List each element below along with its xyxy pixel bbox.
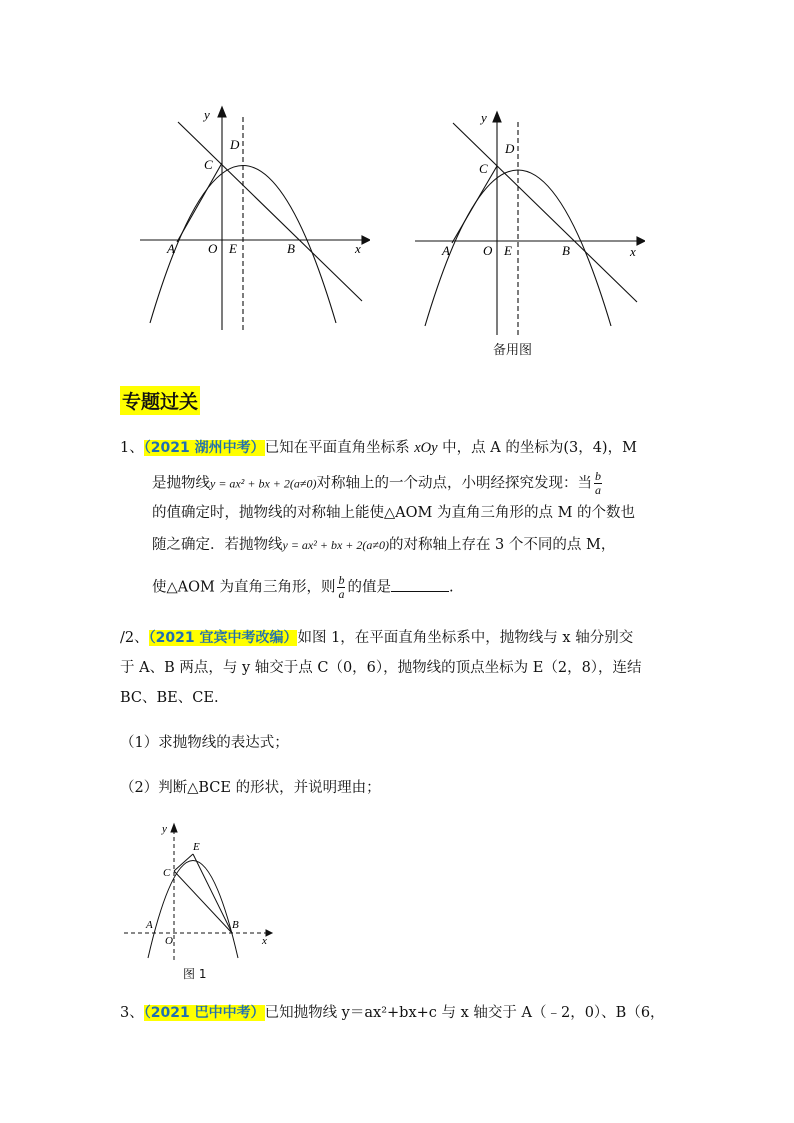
figure-1 <box>120 820 290 965</box>
frac-numerator: b <box>594 469 601 483</box>
backup-point-e: E <box>504 243 512 258</box>
q1-frac-b-over-a-2 <box>337 574 345 601</box>
q1-line4 <box>152 535 712 555</box>
backup-point-c: C <box>479 161 488 176</box>
q1-answer-blank[interactable] <box>391 577 449 592</box>
q1-text-1b: 中，点 A 的坐标为(3，4)，M <box>437 440 637 456</box>
main-x-label: x <box>355 241 361 256</box>
main-point-e: E <box>229 241 237 256</box>
main-point-b: B <box>287 241 295 256</box>
q1-source: （2021 湖州中考） <box>143 440 265 456</box>
q3-source: （2021 巴中中考） <box>143 1005 265 1021</box>
q2-number: /2、 <box>120 630 149 646</box>
q1-number: 1、 <box>120 440 144 456</box>
q1-line2 <box>152 470 712 497</box>
q2-line1 <box>120 628 680 648</box>
backup-y-label: y <box>481 110 487 125</box>
frac-denominator: a <box>338 587 345 601</box>
q1-line1 <box>120 438 680 458</box>
backup-point-a: A <box>442 243 450 258</box>
backup-point-d: D <box>505 141 515 156</box>
q1-line5 <box>152 574 712 601</box>
q1-text-4a: 随之确定．若抛物线 <box>152 537 283 553</box>
q1-text-5b: 的值是 <box>347 579 391 596</box>
main-point-c: C <box>204 157 213 172</box>
q1-text-1a: 已知在平面直角坐标系 <box>264 440 415 456</box>
frac-denominator: a <box>594 483 601 497</box>
fig1-point-a: A <box>146 919 153 931</box>
main-point-a: A <box>167 241 175 256</box>
q1-text-2b: 对称轴上的一个动点，小明经探究发现：当 <box>316 475 592 492</box>
q2-text-2: 于 A、B 两点，与 y 轴交于点 C（0，6），抛物线的顶点坐标为 E（2，8），连结 <box>120 660 642 676</box>
q1-text-4b: 的对称轴上存在 3 个不同的点 M， <box>388 537 616 553</box>
q3-text-1: 已知抛物线 y＝ax²+bx+c 与 x 轴交于 A（﹣2，0）、B（6， <box>264 1005 665 1021</box>
q1-line3 <box>152 503 712 523</box>
figure-main <box>140 105 370 330</box>
figure-backup <box>415 110 645 335</box>
q2-text-1: 如图 1，在平面直角坐标系中，抛物线与 x 轴分别交 <box>297 630 634 646</box>
q2-sub2 <box>120 778 680 798</box>
fig1-caption: 图 1 <box>183 967 207 981</box>
q1-frac-b-over-a-1 <box>594 470 602 497</box>
main-y-label: y <box>204 107 210 122</box>
q2-source: （2021 宜宾中考改编） <box>148 630 298 646</box>
backup-caption: 备用图 <box>493 343 533 358</box>
q1-formula-1: y = ax² + bx + 2(a≠0) <box>210 476 317 491</box>
q1-formula-2: y = ax² + bx + 2(a≠0) <box>282 538 389 552</box>
q1-text-5a: 使△AOM 为直角三角形，则 <box>152 579 336 596</box>
q2-sub1-text: （1）求抛物线的表达式； <box>120 735 289 751</box>
q2-sub2-text: （2）判断△BCE 的形状，并说明理由； <box>120 780 381 796</box>
q2-line3 <box>120 688 680 708</box>
fig1-y-label: y <box>162 823 167 835</box>
q1-text-2a: 是抛物线 <box>152 475 210 492</box>
fig1-point-b: B <box>232 919 239 931</box>
section-title: 专题过关 <box>120 386 200 415</box>
backup-x-label: x <box>630 244 636 259</box>
q3-line1 <box>120 1003 680 1023</box>
fig1-x-label: x <box>262 935 267 947</box>
q2-sub1 <box>120 733 680 753</box>
frac-numerator: b <box>338 573 345 587</box>
q1-xoy: xOy <box>414 440 438 456</box>
fig1-point-o: O <box>165 935 173 947</box>
main-point-o: O <box>208 241 218 256</box>
fig1-point-c: C <box>163 867 171 879</box>
backup-point-o: O <box>483 243 493 258</box>
fig1-point-e: E <box>193 841 200 853</box>
backup-point-b: B <box>562 243 570 258</box>
q1-text-3: 的值确定时，抛物线的对称轴上能使△AOM 为直角三角形的点 M 的个数也 <box>152 505 636 521</box>
q1-text-5-end: . <box>448 579 454 596</box>
main-point-d: D <box>230 137 240 152</box>
q2-text-3: BC、BE、CE. <box>120 690 219 706</box>
q3-number: 3、 <box>120 1005 144 1021</box>
q2-line2 <box>120 658 680 678</box>
